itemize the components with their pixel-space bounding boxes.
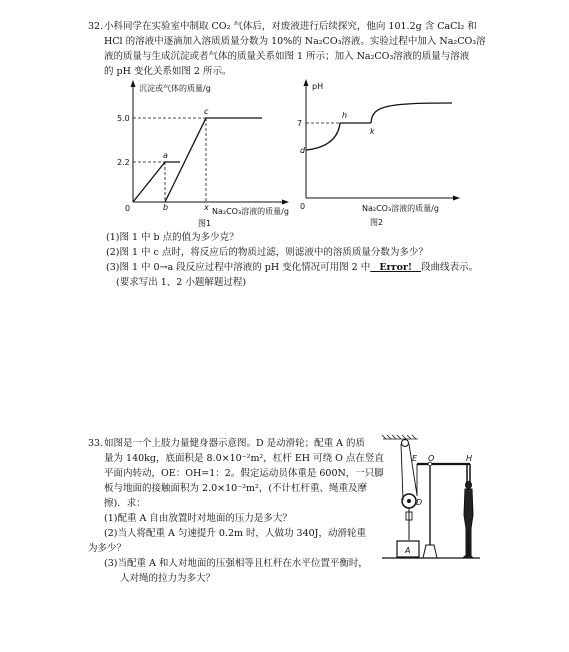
fig1-point-b: b: [163, 203, 169, 212]
q33-line1: 如图是一个上肢力量健身器示意图。D 是动滑轮；配重 A 的质: [104, 438, 366, 449]
q33-sub3b: 人对绳的拉力为多大？: [120, 573, 216, 584]
fig1-point-a: a: [163, 151, 168, 160]
q32-sub3-suffix: 段曲线表示。: [421, 262, 479, 273]
q32-sub3-prefix: (3)图 1 中 0→a 段反应过程中溶液的 pH 变化情况可用图 2 中: [106, 262, 371, 273]
post-base: [423, 545, 437, 558]
fig2-ytick-7: 7: [297, 119, 303, 128]
fig2-point-h: h: [342, 111, 348, 120]
fig2-caption: 图2: [370, 218, 384, 227]
q33-line4: 板与地面的接触面积为 2.0×10⁻²m²，(不计杠杆重、绳重及摩: [104, 483, 368, 494]
q32-sub3-error: Error!: [379, 262, 413, 273]
fig1-point-x: x: [204, 203, 209, 212]
q33-number: 33.: [88, 438, 104, 449]
q32-sub2: (2)图 1 中 c 点时，将反应后的物质过滤，则滤液中的溶质质量分数为多少？: [106, 247, 428, 258]
q33-sub2a: (2)当人将配重 A 匀速提升 0.2m 时，人做功 340J，动滑轮重: [104, 528, 366, 539]
q33-sub2b: 为多少？: [88, 543, 127, 554]
label-E: E: [412, 454, 418, 463]
label-A: A: [405, 546, 411, 555]
fig2-point-d: d: [300, 146, 306, 155]
rope-right: [409, 444, 417, 495]
rope-left: [401, 444, 403, 500]
q32-line2: HCl 的溶液中逐滴加入溶质质量分数为 10%的 Na₂CO₃溶液。实验过程中加入 Na₂CO₃溶: [104, 36, 486, 47]
label-D: D: [416, 498, 423, 507]
q32-sub1: (1)图 1 中 b 点的值为多少克？: [106, 232, 239, 243]
fig1-ytick-5: 5.0: [117, 114, 130, 123]
fig1-xlabel: Na₂CO₃溶液的质量/g: [212, 207, 289, 216]
fig1-caption: 图1: [198, 219, 212, 228]
q32-line3: 液的质量与生成沉淀或者气体的质量关系如图 1 所示；加入 Na₂CO₃溶液的质量与溶液: [104, 51, 470, 62]
fig2-xlabel: Na₂CO₃溶液的质量/g: [362, 204, 439, 213]
q32-requirement: (要求写出 1、2 小题解题过程): [116, 277, 247, 288]
fig2-ylabel: pH: [312, 82, 324, 91]
fig2-origin: 0: [300, 202, 306, 211]
fig1-point-c: c: [204, 107, 209, 116]
ceiling: [382, 435, 418, 439]
label-H: H: [466, 454, 473, 463]
fig2-point-k: k: [370, 127, 375, 136]
q33-line2: 量为 140kg，底面积是 8.0×10⁻²m²，杠杆 EH 可绕 O 点在竖直: [104, 453, 384, 464]
fig1-ylabel: 沉淀或气体的质量/g: [139, 84, 211, 93]
athlete-figure: [463, 464, 473, 558]
q33-sub1: (1)配重 A 自由放置时对地面的压力是多大？: [104, 513, 292, 524]
fig1-origin: 0: [125, 204, 131, 213]
fig1-ytick-2-2: 2.2: [117, 158, 130, 167]
fixed-pulley: [402, 440, 409, 447]
q32-line1: 小科同学在实验室中制取 CO₂ 气体后，对废液进行后续探究，他向 101.2g 含 CaCl₂ 和: [104, 21, 477, 32]
q32-number: 32.: [88, 21, 104, 32]
label-O: O: [428, 454, 435, 463]
q33-sub3a: (3)当配重 A 和人对地面的压强相等且杠杆在水平位置平衡时，: [104, 558, 368, 569]
q33-line5: 擦)．求：: [104, 498, 146, 509]
q33-line3: 平面内转动，OE：OH=1：2。假定运动员体重是 600N，一只脚: [104, 468, 384, 479]
q32-line4: 的 pH 变化关系如图 2 所示。: [104, 66, 232, 77]
